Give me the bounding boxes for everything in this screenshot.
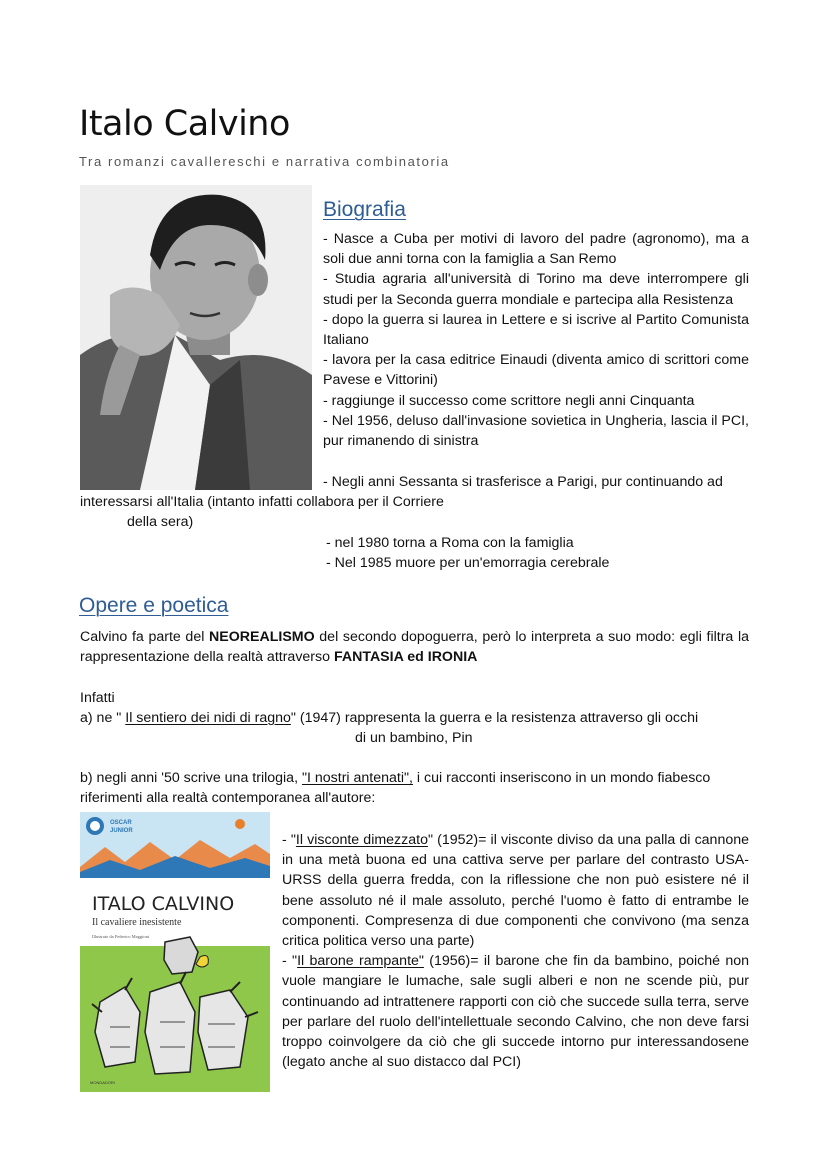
opera-a-continuation: di un bambino, Pin	[355, 730, 473, 746]
biografia-item: - Nel 1985 muore per un'emorragia cerebrale	[326, 555, 610, 571]
intro-bold-neorealismo: NEOREALISMO	[209, 629, 315, 645]
opera-b-continuation: riferimenti alla realtà contemporanea all'autore:	[80, 790, 376, 806]
opera-a-text: " (1947) rappresenta la guerra e la resistenza attraverso gli occhi	[290, 710, 699, 726]
opera-b-text: i cui racconti inseriscono in un mondo fiabesco	[412, 770, 711, 786]
cover-book-title: Il cavaliere inesistente	[92, 917, 182, 928]
biografia-item: - Nel 1956, deluso dall'invasione sovietica in Ungheria, lascia il PCI, pur rimanendo di sinistra	[323, 412, 749, 450]
intro-text: Calvino fa parte del	[80, 629, 210, 645]
opera-barone-title: Il barone rampante"	[297, 953, 424, 970]
page-title: Italo Calvino	[79, 104, 290, 144]
opere-trilogia-list	[282, 830, 749, 1072]
book-cover-image	[80, 812, 270, 1092]
opera-visconte-text: " (1952)= il visconte diviso da una palla di cannone in una metà buona ed una cattiva serve per parlare del contrasto USA-URSS della guerra fredda, con la riflessione che non può esistere né il bene assoluto né il male assoluto, perché l'uomo è fatto di entrambe le componenti. Compresenza di due componenti che convivono (ma senza critica politica verso una parte)	[282, 832, 750, 950]
biografia-item: - Nasce a Cuba per motivi di lavoro del padre (agronomo), ma a soli due anni torna con la famiglia a San Remo	[323, 231, 749, 268]
biografia-item-continuation: interessarsi all'Italia (intanto infatti collabora per il Corriere	[80, 494, 444, 510]
opera-b-line	[80, 768, 710, 788]
biografia-item: - raggiunge il successo come scrittore negli anni Cinquanta	[323, 392, 695, 409]
opere-intro	[80, 627, 749, 667]
section-heading-opere: Opere e poetica	[79, 594, 229, 617]
biografia-item: - nel 1980 torna a Roma con la famiglia	[326, 535, 574, 551]
opera-a-line	[80, 708, 698, 728]
cover-illustrator: Illustrato da Federico Maggioni	[92, 934, 150, 939]
calvino-portrait-photo	[80, 185, 312, 490]
biografia-item: - Negli anni Sessanta si trasferisce a Parigi, pur continuando ad	[323, 474, 723, 490]
biografia-item: - Studia agraria all'università di Torino ma deve interrompere gli studi per la Seconda guerra mondiale e partecipa alla Resistenza	[323, 271, 749, 308]
biografia-list	[323, 229, 749, 451]
opera-visconte	[282, 830, 749, 951]
cover-publisher: MONDADORI	[90, 1080, 115, 1085]
opera-barone-text: (1956)= il barone che fin da bambino, poiché non vuole mangiare le lumache, sale sugli alberi e non ne scende più, pur continuando ad intrattenere rapporti con ciò che succede sulla terra, serve per parlare del ruolo dell'intellettuale secondo Calvino, che non deve farsi troppo coinvolgere da ciò che gli succede intorno pur interessandosene (legato anche al suo distacco dal PCI)	[282, 953, 749, 1071]
intro-text: del secondo dopoguerra, però lo interpreta a suo modo: egli filtra la rappresentazione della realtà attraverso	[80, 629, 750, 666]
page-subtitle: Tra romanzi cavallereschi e narrativa combinatoria	[79, 154, 450, 169]
opera-visconte-prefix: - "	[282, 832, 296, 848]
biografia-item: - dopo la guerra si laurea in Lettere e si iscrive al Partito Comunista Italiano	[323, 311, 749, 349]
infatti-label: Infatti	[80, 690, 115, 706]
biografia-item: - lavora per la casa editrice Einaudi (diventa amico di scrittori come Pavese e Vittorini)	[323, 352, 749, 389]
cover-series-1: OSCAR	[110, 820, 132, 826]
intro-bold-fantasia: FANTASIA ed IRONIA	[333, 649, 478, 666]
opera-b-prefix: b) negli anni '50 scrive una trilogia,	[80, 770, 302, 786]
opera-a-title: Il sentiero dei nidi di ragno	[125, 710, 291, 726]
biografia-item-continuation: della sera)	[127, 514, 194, 530]
cover-series-2: JUNIOR	[110, 828, 133, 834]
opera-b-title: "I nostri antenati",	[301, 770, 413, 786]
opera-barone-prefix: - "	[282, 953, 298, 970]
opera-visconte-title: Il visconte dimezzato	[295, 832, 428, 848]
section-heading-biografia: Biografia	[323, 198, 406, 221]
opera-a-prefix: a) ne "	[80, 710, 126, 726]
opera-barone	[282, 951, 749, 1072]
cover-author: ITALO CALVINO	[92, 893, 235, 915]
